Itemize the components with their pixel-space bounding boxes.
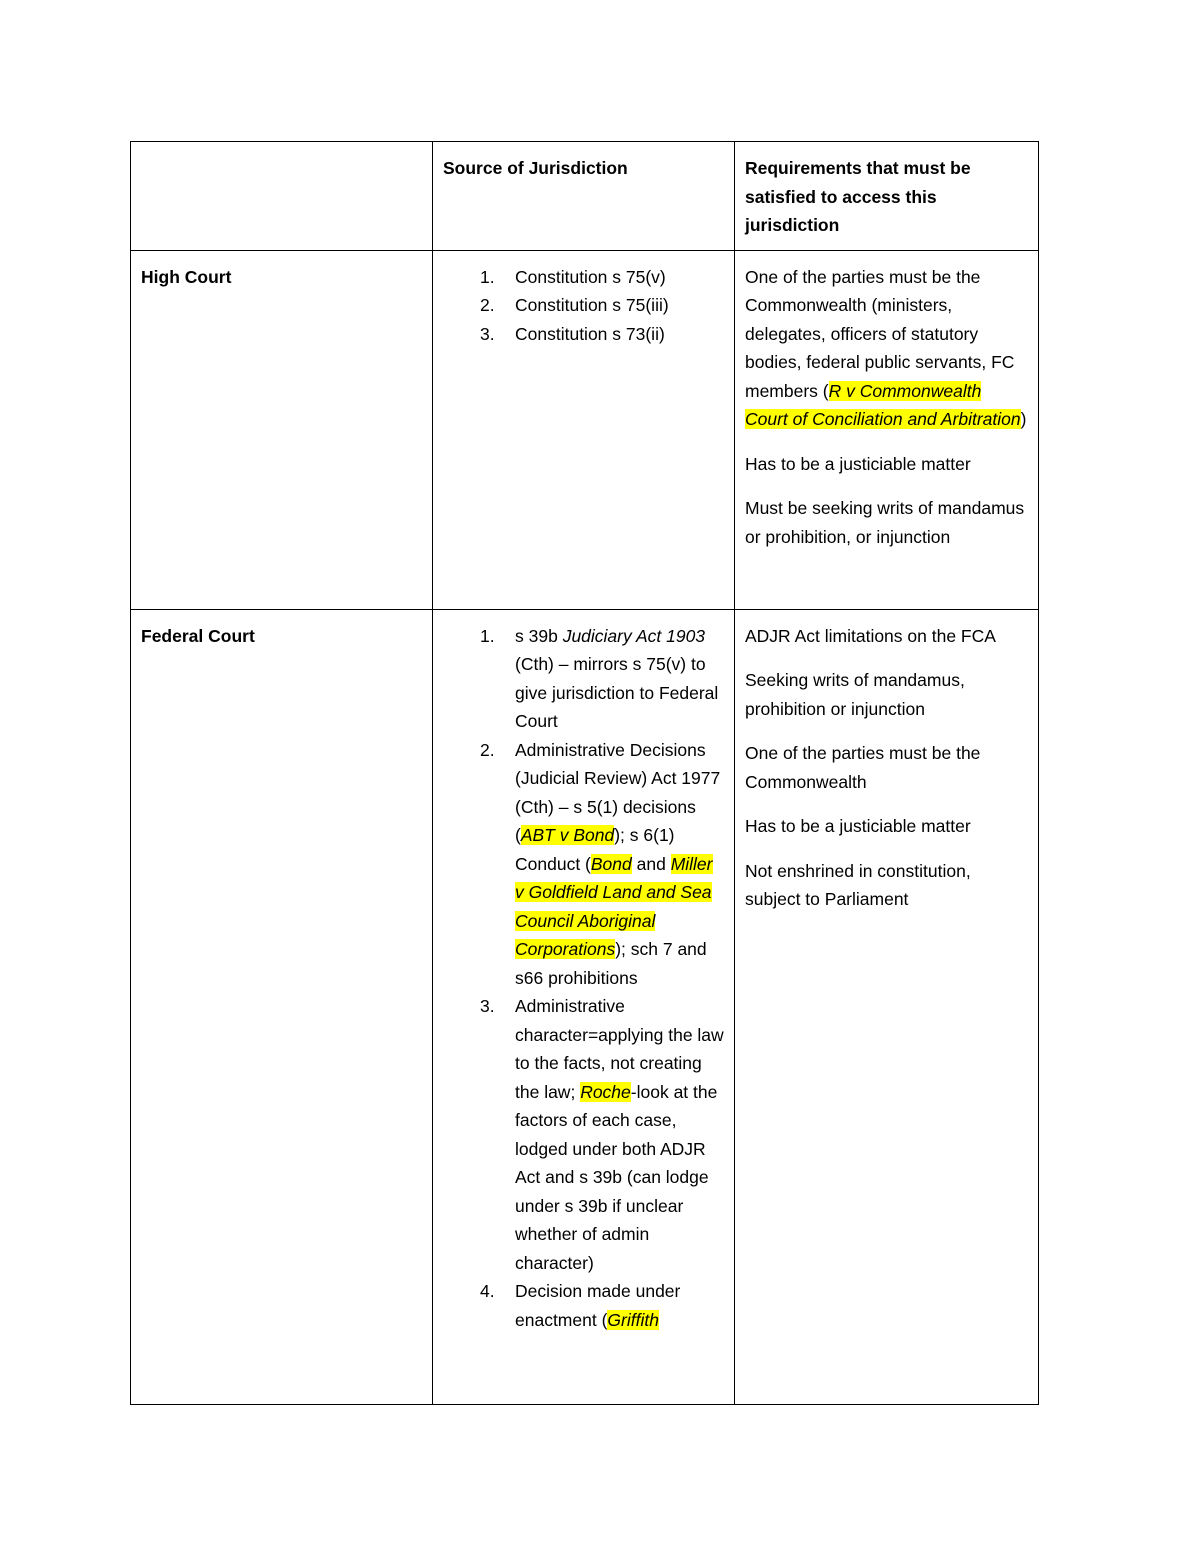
requirement-text: One of the parties must be the Commonwealth (ministers, delegates, officers of statutory bodies, federal public servants, FC members (: [745, 266, 1015, 401]
requirement: ADJR Act limitations on the FCA: [745, 625, 996, 646]
list-item: [515, 622, 724, 736]
requirement: Seeking writs of mandamus, prohibition or injunction: [745, 670, 965, 719]
requirement: Has to be a justiciable matter: [745, 453, 971, 474]
row-label-high-court: High Court: [131, 250, 433, 609]
source-text: and: [631, 853, 671, 874]
header-row: [131, 142, 1039, 251]
header-requirements: Requirements that must be satisfied to access this jurisdiction: [735, 142, 1039, 251]
list-item: [515, 992, 724, 1277]
source-text: ); sch 7 and s66 prohibitions: [515, 939, 707, 988]
header-cell-blank: [131, 142, 433, 251]
source-text: s 39b: [515, 625, 563, 646]
source-text: (Cth) – mirrors s 75(v) to give jurisdiction to Federal Court: [515, 654, 719, 731]
requirement: One of the parties must be the Commonwealth: [745, 743, 981, 792]
case-name: R v Commonwealth Court of Conciliation and Arbitration: [745, 380, 1021, 429]
high-court-requirements: [735, 250, 1039, 609]
list-item: [515, 1277, 724, 1334]
requirement: [745, 263, 1028, 434]
requirement: Has to be a justiciable matter: [745, 816, 971, 836]
source-text: Decision made under enactment (: [515, 1281, 681, 1330]
federal-court-requirements: [735, 609, 1039, 1404]
requirement: Not enshrined in constitution, subject to Parliament: [745, 860, 971, 909]
list-item: [515, 736, 724, 993]
requirement-text: ): [1020, 409, 1027, 429]
case-name: Griffith: [607, 1309, 659, 1330]
list-item: Constitution s 73(ii): [515, 323, 665, 344]
act-name: Judiciary Act 1903: [562, 625, 706, 646]
source-text: Administrative character=applying the law to the facts, not creating the law;: [515, 996, 724, 1102]
row-federal-court: [131, 609, 1039, 1404]
federal-court-source-list: [443, 622, 724, 1335]
case-name: Bond: [590, 853, 632, 874]
row-label-federal-court: Federal Court: [131, 609, 433, 1404]
list-item: Constitution s 75(v): [515, 266, 666, 287]
requirement: Must be seeking writs of mandamus or prohibition, or injunction: [745, 498, 1025, 547]
source-text: Administrative Decisions (Judicial Review) Act 1977 (Cth) – s 5(1) decisions (: [515, 739, 721, 845]
high-court-sources: [433, 250, 735, 609]
list-item: Constitution s 75(iii): [515, 295, 669, 315]
case-name: Miller v Goldfield Land and Sea Council Aboriginal Corporations: [515, 853, 713, 959]
case-name: Roche: [580, 1081, 631, 1102]
jurisdiction-table: [130, 141, 1039, 1405]
header-source: Source of Jurisdiction: [433, 142, 735, 251]
case-name: ABT v Bond: [520, 825, 615, 845]
source-text: -look at the factors of each case, lodged under both ADJR Act and s 39b (can lodge under s 39b if unclear whether of admin character): [515, 1081, 718, 1273]
source-text: ); s 6(1) Conduct (: [515, 825, 675, 874]
high-court-source-list: [443, 263, 724, 349]
row-high-court: [131, 250, 1039, 609]
federal-court-sources: [433, 609, 735, 1404]
